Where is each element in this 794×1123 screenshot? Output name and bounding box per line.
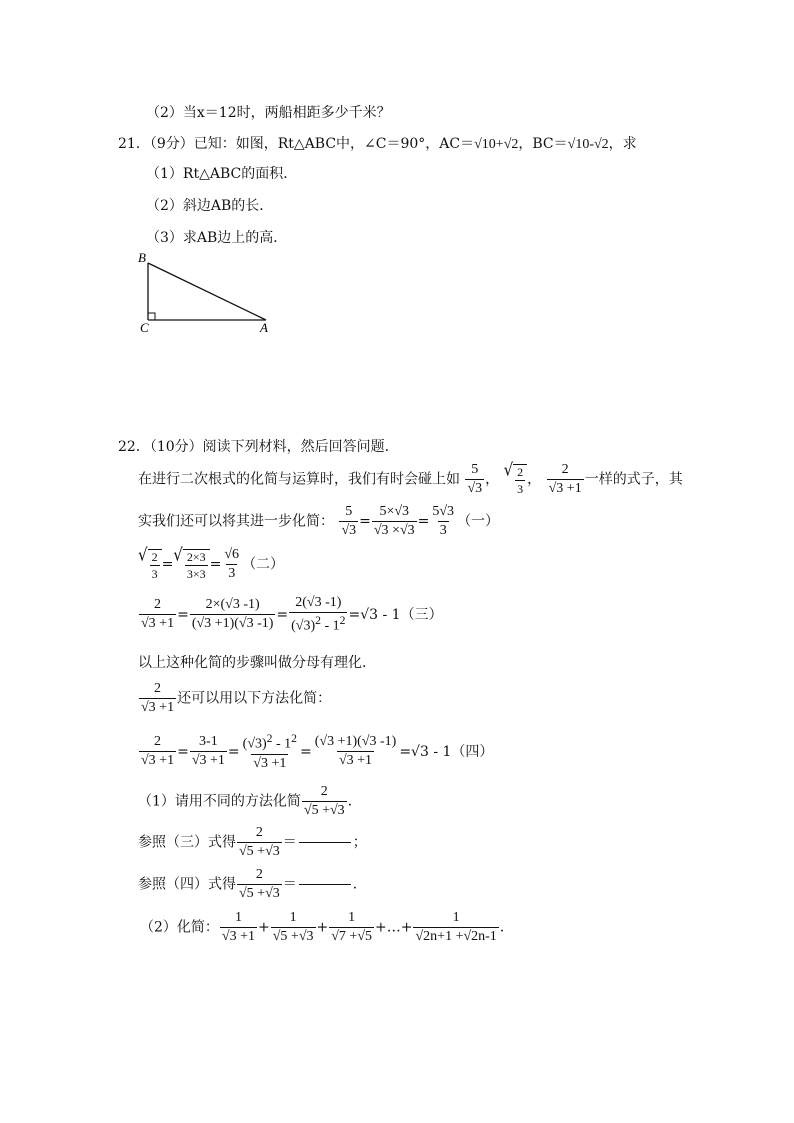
q22-example-3: $\frac{2}{√3 +1}$ = $\frac{2\times(√3 -1)}{(√3 +1)(√3 -1)}$ = $\frac{2(√3 -1)}{(√3)^2 - 1^2}$ =√3 - 1（三） (141, 595, 443, 634)
q22-intro-start: 在进行二次根式的化简与运算时，我们有时会碰上如 (138, 471, 460, 488)
q21-header-prefix: 21．（9分）已知：如图，Rt△ABC中，∠C＝90°，AC＝ (118, 136, 475, 152)
tag-two: （二） (242, 556, 285, 573)
q22-ref4: 参照（四）式得 $\frac{2}{√5 +√3}$ ＝ ． (138, 867, 367, 901)
q22-alt-method-text: 还可以用以下方法化简： (177, 690, 332, 707)
q22-rationalize-note: 以上这种化简的步骤叫做分母有理化． (138, 655, 376, 671)
vertex-a-label: A (260, 320, 268, 335)
q20-part2: （2）当x＝12时，两船相距多少千米？ (146, 105, 391, 121)
q21-tail: ，求 (608, 136, 637, 152)
q22-ref3: 参照（三）式得 $\frac{2}{√5 +√3}$ ＝ ； (138, 825, 367, 859)
q22-part1-text: （1）请用不同的方法化简 (138, 793, 301, 810)
q21-ac-value: √10+√2 (474, 137, 519, 152)
q22-example-1: 实我们还可以将其进一步化简： $\frac{5}{√3}$ = $\frac{5\times√3}{√3 \times√3}$ = $\frac{5√3}{3}$ （一） (138, 504, 500, 538)
q21-sub3: （3）求AB边上的高． (146, 230, 288, 246)
q22-line2-start: 实我们还可以将其进一步化简： (138, 513, 334, 530)
fraction-2-over-sqrt3-plus-1: $\frac{2}{√3 +1}$ (548, 462, 582, 496)
q21-bc-value: √10-√2 (567, 137, 609, 152)
vertex-c-label: C (140, 320, 149, 335)
fraction-5-over-sqrt3: $\frac{5}{√3}$ (467, 462, 483, 496)
q22-ref3-text: 参照（三）式得 (138, 834, 236, 851)
q22-example-2: √ $\frac{2}{3}$ = √ $\frac{2\times 3}{3\times 3}$ = $\frac{√6}{3}$ （二） (138, 544, 285, 581)
q22-intro: 在进行二次根式的化简与运算时，我们有时会碰上如 $\frac{5}{√3}$ ， √ $\frac{2}{3}$ ， $\frac{2}{√3 +1}$ 一样的式子，其 (138, 459, 683, 496)
q22-part1: （1）请用不同的方法化简 $\frac{2}{√5 +√3}$ ． (138, 784, 362, 818)
q22-alt-method: $\frac{2}{√3 +1}$ 还可以用以下方法化简： (141, 681, 332, 715)
tag-three: （三） (400, 606, 443, 623)
q21-sub2: （2）斜边AB的长． (146, 198, 274, 214)
answer-blank-ref3[interactable] (299, 842, 351, 843)
right-triangle-figure (130, 248, 290, 338)
q22-part2-text: （2）化简： (140, 919, 219, 936)
answer-blank-ref4[interactable] (299, 884, 351, 885)
tag-four: （四） (451, 743, 494, 760)
q22-example-4: $\frac{2}{√3 +1}$ = $\frac{3-1}{√3 +1}$ = $\frac{(√3)^2 - 1^2}{√3 +1}$ = $\frac{(√3 +1)(√3 -1)}{√3 +1}$ =√3 - 1（四） (141, 732, 494, 771)
q21-sub1: （1）Rt△ABC的面积． (146, 166, 298, 182)
q22-intro-end: 一样的式子，其 (584, 471, 683, 488)
sqrt-2-over-3: √ $\frac{2}{3}$ (504, 464, 528, 495)
tag-one: （一） (457, 513, 500, 530)
q21-bc-label: ，BC＝ (518, 136, 568, 152)
vertex-b-label: B (138, 250, 146, 265)
q21-header (118, 137, 637, 152)
q22-ref4-text: 参照（四）式得 (138, 876, 236, 893)
q22-header: 22．（10分）阅读下列材料，然后回答问题． (118, 439, 399, 455)
q22-part2: （2）化简： $\frac{1}{√3 +1}$ + $\frac{1}{√5 +√3}$ + $\frac{1}{√7 +√5}$ +…+ $\frac{1}{√2n+1 +√2n-1}$ ． (140, 910, 514, 944)
